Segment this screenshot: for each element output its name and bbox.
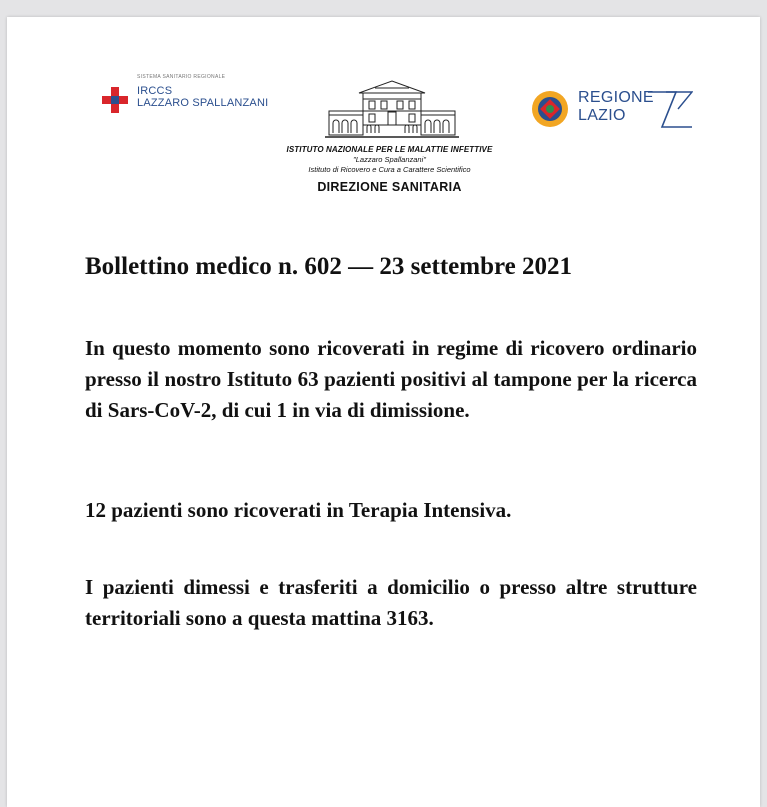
lazio-label: LAZIO bbox=[578, 107, 626, 124]
institute-name: ISTITUTO NAZIONALE PER LE MALATTIE INFETTIVE bbox=[286, 145, 493, 154]
regione-lazio-logo bbox=[530, 87, 695, 133]
bulletin-paragraph: In questo momento sono ricoverati in regime di ricovero ordinario presso il nostro Istituto 63 pazienti positivi al tampone per la ricerca di Sars-CoV-2, di cui 1 in via di dimissione. bbox=[85, 336, 697, 422]
irccs-logo bbox=[93, 72, 283, 132]
bulletin-paragraph: 12 pazienti sono ricoverati in Terapia Intensiva. bbox=[85, 498, 512, 522]
regione-label: REGIONE bbox=[578, 89, 654, 106]
direction-heading: DIREZIONE SANITARIA bbox=[317, 180, 462, 194]
irccs-label: IRCCS bbox=[137, 85, 173, 97]
document-sheet bbox=[7, 17, 760, 807]
regione-lazio-emblem-icon bbox=[530, 89, 570, 129]
institute-building-logo bbox=[325, 77, 459, 141]
bulletin-paragraph: I pazienti dimessi e trasferiti a domicilio o presso altre strutture territoriali sono a questa mattina 3163. bbox=[85, 575, 697, 630]
irccs-caption: SISTEMA SANITARIO REGIONALE bbox=[137, 74, 226, 80]
irccs-name: LAZZARO SPALLANZANI bbox=[137, 97, 269, 109]
red-cross-icon bbox=[100, 85, 130, 115]
header-text-block bbox=[252, 144, 527, 196]
institute-quote-name: "Lazzaro Spallanzani" bbox=[353, 155, 426, 164]
institute-subtitle: Istituto di Ricovero e Cura a Carattere Scientifico bbox=[308, 165, 471, 174]
lazio-chevron-icon bbox=[648, 89, 693, 131]
bulletin-title: Bollettino medico n. 602 — 23 settembre 2021 bbox=[85, 253, 572, 280]
